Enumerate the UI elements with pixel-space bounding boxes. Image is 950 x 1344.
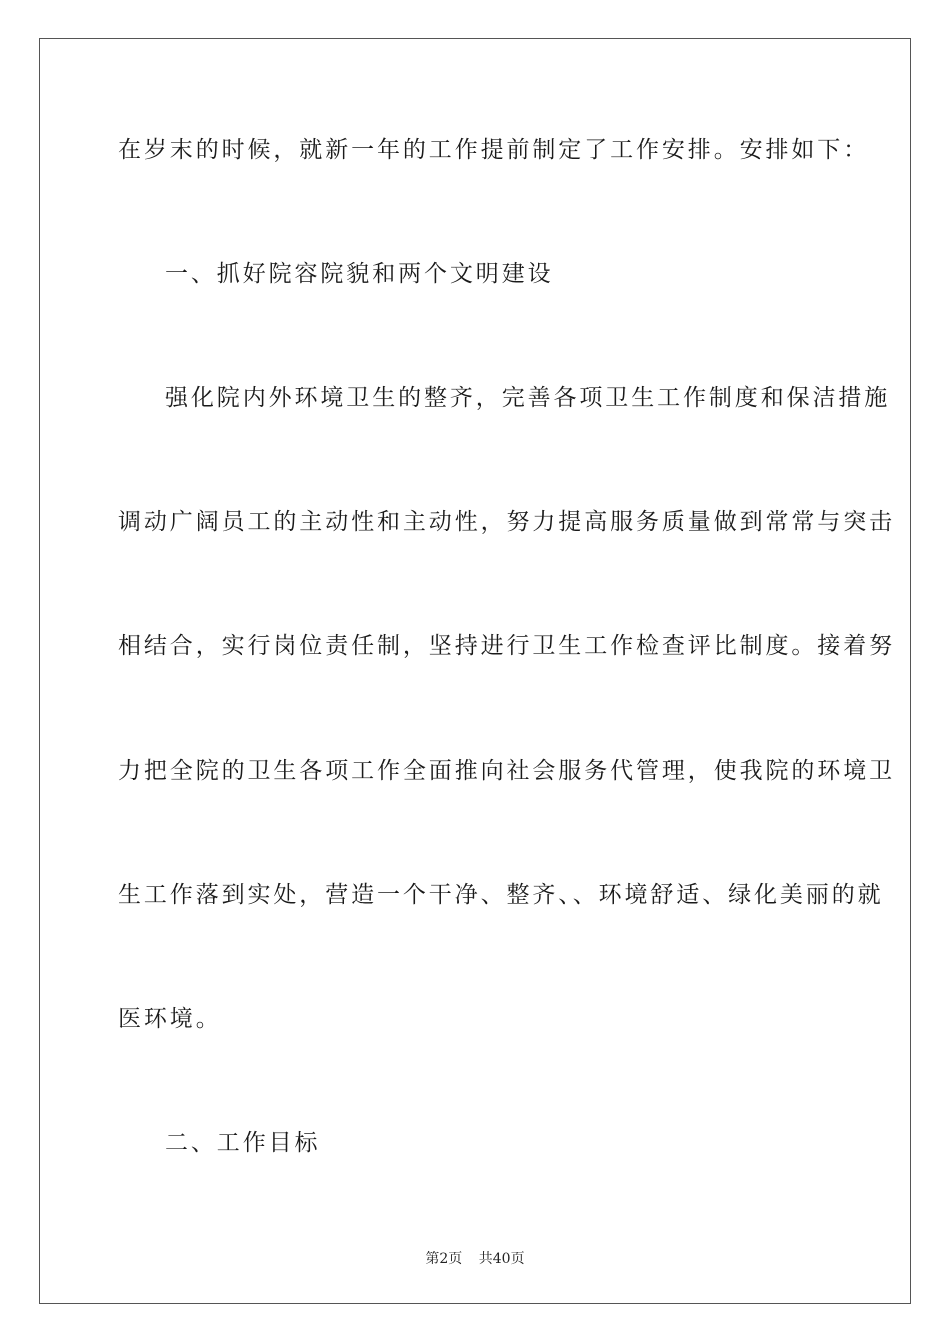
- paragraph-line-7: 医环境。: [118, 1006, 222, 1032]
- paragraph-line-1: 在岁末的时候，就新一年的工作提前制定了工作安排。安排如下：: [118, 137, 870, 163]
- page-total: 共40页: [478, 1251, 525, 1267]
- section-heading-1: 一、抓好院容院貌和两个文明建设: [165, 261, 554, 287]
- page-footer: [0, 1248, 950, 1268]
- paragraph-line-5: 力把全院的卫生各项工作全面推向社会服务代管理，使我院的环境卫: [118, 758, 895, 784]
- paragraph-line-4: 相结合，实行岗位责任制，坚持进行卫生工作检查评比制度。接着努: [118, 633, 895, 659]
- paragraph-line-6: 生工作落到实处，营造一个干净、整齐、、环境舒适、绿化美丽的就: [118, 882, 884, 908]
- paragraph-line-3: 调动广阔员工的主动性和主动性，努力提高服务质量做到常常与突击: [118, 509, 895, 535]
- page-number: 第2页: [425, 1251, 463, 1267]
- page-border: [39, 38, 911, 1304]
- paragraph-line-2: 强化院内外环境卫生的整齐，完善各项卫生工作制度和保洁措施: [165, 385, 891, 411]
- section-heading-2: 二、工作目标: [165, 1130, 321, 1156]
